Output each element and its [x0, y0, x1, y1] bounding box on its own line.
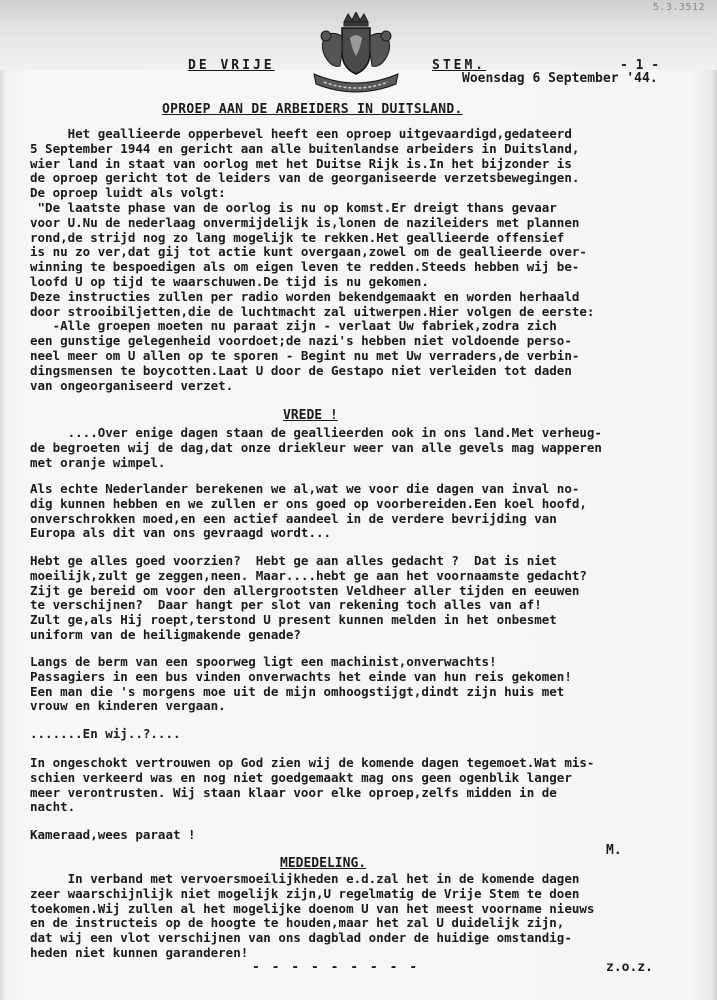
text-line: vrouw en kinderen vergaan.: [30, 698, 226, 714]
main-heading: OPROEP AAN DE ARBEIDERS IN DUITSLAND.: [162, 102, 463, 117]
text-line: en de instructeis op de hoogte te houden,maar het zal U duidelijk zijn,: [30, 915, 565, 931]
paragraph-preparation: [30, 482, 700, 541]
text-line: dat wij een vlot verschijnen van ons dagblad onder de huidige omstandig-: [30, 930, 572, 946]
paragraph-kameraad: [30, 828, 700, 843]
newspaper-title-right: STEM.: [432, 58, 487, 73]
text-line: Passagiers in een bus vinden onverwachts het einde van hun reis gekomen!: [30, 668, 572, 684]
text-line: winning te bespoedigen als om eigen leven te redden.Steeds hebben wij be-: [30, 259, 580, 275]
text-line: heden niet kunnen garanderen!: [30, 944, 249, 960]
text-line: is nu zo ver,dat gij tot actie kunt overgaan,zowel om de geallieerde over-: [30, 244, 587, 260]
text-line: moeilijk,zult ge zeggen,neen. Maar....hebt ge aan het voornaamste gedacht?: [30, 567, 587, 583]
text-line: Als echte Nederlander berekenen we al,wat we voor die dagen van inval no-: [30, 481, 580, 496]
paragraph-unexpected: [30, 655, 700, 714]
text-line: door strooibiljetten,die de luchtmacht zal uitwerpen.Hier volgen de eerste:: [30, 303, 595, 319]
text-line: Het geallieerde opperbevel heeft een oproep uitgevaardigd,gedateerd: [30, 126, 572, 141]
text-line: dig kunnen hebben en we zullen er ons goed op voorbereiden.Een koel hoofd,: [30, 495, 587, 511]
paragraph-trust: [30, 756, 700, 815]
text-line: van ongeorganiseerd verzet.: [30, 377, 234, 393]
text-line: dingsmensen te boycotten.Laat U door de Gestapo niet verleiden tot daden: [30, 362, 572, 378]
text-line: de oproep gericht tot de leiders van de georganiseerde verzetsbewegingen.: [30, 170, 580, 186]
text-line: voor U.Nu de nederlaag onvermijdelijk is,lonen de nazileiders met plannen: [30, 214, 580, 230]
text-line: Zijt ge bereid om voor den allergrootsten Veldheer aller tijden en eeuwen: [30, 582, 580, 598]
text-line: zeer waarschijnlijk niet mogelijk zijn,U regelmatig de Vrije Stem te doen: [30, 885, 580, 901]
vrede-section: [30, 426, 700, 470]
text-line: In ongeschokt vertrouwen op God zien wij de komende dagen tegemoet.Wat mis-: [30, 755, 595, 770]
text-line: loofd U op tijd te waarschuwen.De tijd is nu gekomen.: [30, 273, 429, 289]
text-line: .......En wij..?....: [30, 726, 181, 741]
text-line: Zult ge,als Hij roept,terstond U present kunnen melden in het onbesmet: [30, 612, 557, 628]
text-line: rond,de strijd nog zo lang mogelijk te rekken.Het geallieerde offensief: [30, 229, 565, 245]
text-line: 5 September 1944 en gericht aan alle buitenlandse arbeiders in Duitsland,: [30, 140, 580, 156]
text-line: Langs de berm van een spoorweg ligt een machinist,onverwachts!: [30, 654, 497, 669]
text-line: een gunstige gelegenheid voordoet;de nazi's hebben niet voldoende perso-: [30, 333, 572, 349]
archive-reference: 5.3.3512: [652, 2, 705, 13]
royal-coat-of-arms-icon: [306, 12, 406, 98]
text-line: neel meer om U allen op te sporen - Begint nu met Uw verraders,de verbin-: [30, 347, 580, 363]
text-line: wier land in staat van oorlog met het Duitse Rijk is.In het bijzonder is: [30, 155, 572, 171]
text-line: In verband met vervoersmoeilijkheden e.d.zal het in de komende dagen: [30, 871, 580, 886]
text-line: Een man die 's morgens moe uit de mijn omhoogstijgt,dindt zijn huis met: [30, 683, 565, 699]
turn-over-note: z.o.z.: [606, 960, 653, 975]
page-number: - 1 -: [620, 58, 660, 73]
text-line: Deze instructies zullen per radio worden bekendgemaakt en worden herhaald: [30, 288, 580, 304]
text-line: met oranje wimpel.: [30, 454, 166, 470]
paragraph-questions: [30, 554, 700, 643]
mededeling-section: [30, 872, 700, 961]
mededeling-heading: MEDEDELING.: [280, 856, 367, 871]
text-line: te verschijnen? Daar hangt per slot van rekening toch alles van af!: [30, 597, 542, 613]
text-line: ....Over enige dagen staan de geallieerden ook in ons land.Met verheug-: [30, 425, 602, 440]
text-line: onverschrokken moed,en een actief aandeel in de verdere bevrijding van: [30, 510, 557, 526]
text-line: -Alle groepen moeten nu paraat zijn - verlaat Uw fabriek,zodra zich: [30, 318, 557, 334]
paragraph-and-we: [30, 727, 700, 742]
intro-section: [30, 127, 700, 393]
text-line: De oproep luidt als volgt:: [30, 185, 226, 201]
text-line: uniform van de heiligmakende genade?: [30, 626, 301, 642]
text-line: de begroeten wij de dag,dat onze driekleur weer van alle gevels mag wapperen: [30, 439, 602, 455]
text-line: nacht.: [30, 799, 76, 815]
issue-date: Woensdag 6 September '44.: [462, 71, 658, 86]
signature: M.: [606, 843, 622, 858]
text-line: Europa als dit van ons gevraagd wordt...: [30, 525, 332, 541]
text-line: toekomen.Wij zullen al het mogelijke doenom U van het meest voorname nieuws: [30, 900, 595, 916]
text-line: Kameraad,wees paraat !: [30, 827, 196, 842]
text-line: "De laatste phase van de oorlog is nu op komst.Er dreigt thans gevaar: [30, 199, 557, 215]
newspaper-title-left: DE VRIJE: [188, 58, 275, 73]
text-line: Hebt ge alles goed voorzien? Hebt ge aan alles gedacht ? Dat is niet: [30, 553, 557, 568]
separator-dashes: - - - - - - - - -: [252, 960, 420, 975]
vrede-heading: VREDE !: [283, 408, 338, 423]
text-line: schien verkeerd was en nog niet goedgemaakt mag ons geen ogenblik langer: [30, 769, 572, 785]
text-line: meer verontrusten. Wij staan klaar voor elke oproep,zelfs midden in de: [30, 784, 557, 800]
